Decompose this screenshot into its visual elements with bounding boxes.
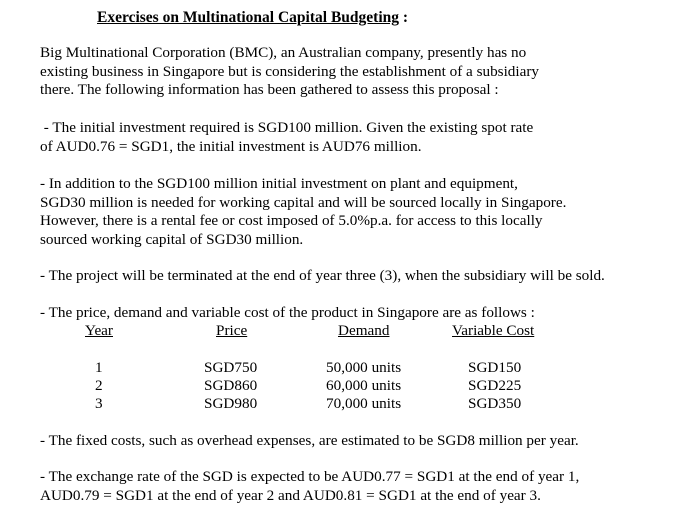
table-cell-demand: 70,000 units bbox=[326, 395, 402, 412]
text-line: AUD0.79 = SGD1 at the end of year 2 and AUD0.81 = SGD1 at the end of year 3. bbox=[40, 486, 541, 504]
table-cell-year: 3 bbox=[95, 395, 103, 412]
title-suffix: : bbox=[399, 9, 409, 26]
header-demand: Demand bbox=[338, 322, 390, 339]
table-cell-variable-cost: SGD225 bbox=[468, 377, 522, 394]
text-line: of AUD0.76 = SGD1, the initial investment is AUD76 million. bbox=[40, 137, 422, 155]
text-line: existing business in Singapore but is considering the establishment of a subsidiary bbox=[40, 62, 540, 80]
table-cell-demand: 50,000 units bbox=[326, 359, 402, 376]
page-title bbox=[97, 9, 408, 28]
text-line: Big Multinational Corporation (BMC), an Australian company, presently has no bbox=[40, 44, 527, 61]
intro-paragraph bbox=[40, 44, 539, 100]
table-cell-price: SGD980 bbox=[204, 395, 258, 412]
table-cell-variable-cost: SGD150 bbox=[468, 359, 522, 376]
table-cell-demand: 60,000 units bbox=[326, 377, 402, 394]
table-cell-year: 2 bbox=[95, 377, 103, 394]
header-price: Price bbox=[216, 322, 248, 339]
point-fixed-costs: - The fixed costs, such as overhead expenses, are estimated to be SGD8 million per year. bbox=[40, 432, 579, 449]
point-working-capital bbox=[40, 175, 566, 249]
point-initial-investment bbox=[40, 119, 533, 156]
table-cell-year: 1 bbox=[95, 359, 103, 376]
table-cell-price: SGD860 bbox=[204, 377, 258, 394]
table-cell-price: SGD750 bbox=[204, 359, 258, 376]
point-price-demand: - The price, demand and variable cost of the product in Singapore are as follows : bbox=[40, 304, 535, 321]
text-line: SGD30 million is needed for working capital and will be sourced locally in Singapore. bbox=[40, 193, 567, 211]
text-line: - The exchange rate of the SGD is expected to be AUD0.77 = SGD1 at the end of year 1, bbox=[40, 468, 580, 485]
text-line: there. The following information has been gathered to assess this proposal : bbox=[40, 81, 499, 98]
point-exchange-rate bbox=[40, 468, 579, 505]
text-line: However, there is a rental fee or cost imposed of 5.0%p.a. for access to this locally bbox=[40, 212, 543, 229]
header-year: Year bbox=[85, 322, 113, 339]
header-variable-cost: Variable Cost bbox=[452, 322, 535, 339]
text-line: - The initial investment required is SGD100 million. Given the existing spot rate bbox=[40, 119, 534, 136]
table-cell-variable-cost: SGD350 bbox=[468, 395, 522, 412]
text-line: sourced working capital of SGD30 million. bbox=[40, 230, 304, 248]
title-text: Exercises on Multinational Capital Budgeting bbox=[97, 9, 399, 26]
point-termination: - The project will be terminated at the end of year three (3), when the subsidiary will be sold. bbox=[40, 267, 605, 284]
text-line: - In addition to the SGD100 million initial investment on plant and equipment, bbox=[40, 175, 518, 192]
